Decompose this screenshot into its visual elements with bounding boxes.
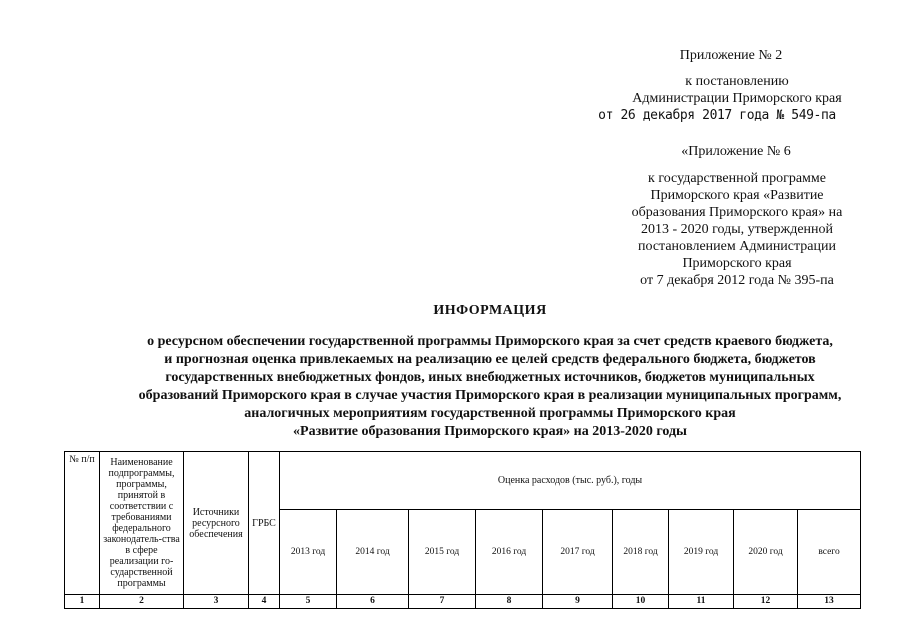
column-number: 2 bbox=[100, 595, 184, 609]
subtitle-line: о ресурсном обеспечении государственной программы Приморского края за счет средств краевого бюджета, bbox=[147, 334, 833, 349]
column-number: 1 bbox=[65, 595, 100, 609]
header-no: № п/п bbox=[65, 452, 100, 595]
subtitle-line: и прогнозная оценка привлекаемых на реализацию ее целей средств федерального бюджета, бюджетов bbox=[164, 352, 816, 367]
header-year: 2017 год bbox=[543, 510, 613, 595]
header-year: 2018 год bbox=[613, 510, 669, 595]
header-estimate: Оценка расходов (тыс. руб.), годы bbox=[280, 452, 861, 510]
appendix-6-block bbox=[612, 143, 862, 289]
document-subtitle bbox=[100, 333, 880, 441]
document-title: ИНФОРМАЦИЯ bbox=[433, 303, 547, 318]
column-number: 12 bbox=[734, 595, 798, 609]
subtitle-line: «Развитие образования Приморского края» на 2013-2020 годы bbox=[293, 424, 687, 439]
header-name: Наименование подпрограммы, программы, принятой в соответствии с требованиями федерального законодатель-ства в сфере реализации го-сударственной программы bbox=[100, 452, 184, 595]
header-year: 2015 год bbox=[409, 510, 476, 595]
subtitle-line: аналогичных мероприятиям государственной программы Приморского края bbox=[244, 406, 736, 421]
appendix-6-line: 2013 - 2020 годы, утвержденной bbox=[640, 222, 834, 237]
appendix-6-line: образования Приморского края» на bbox=[631, 205, 843, 220]
column-number: 13 bbox=[798, 595, 861, 609]
column-number: 4 bbox=[249, 595, 280, 609]
header-year: 2019 год bbox=[669, 510, 734, 595]
column-number: 10 bbox=[613, 595, 669, 609]
header-total: всего bbox=[798, 510, 861, 595]
appendix-2-block bbox=[598, 47, 857, 124]
appendix-6-line: от 7 декабря 2012 года № 395-па bbox=[640, 273, 834, 288]
header-year: 2020 год bbox=[734, 510, 798, 595]
column-number: 3 bbox=[184, 595, 249, 609]
appendix-2-line: Администрации Приморского края bbox=[632, 91, 842, 106]
header-year: 2016 год bbox=[476, 510, 543, 595]
column-number: 5 bbox=[280, 595, 337, 609]
column-number: 7 bbox=[409, 595, 476, 609]
subtitle-line: государственных внебюджетных фондов, иных внебюджетных источников, бюджетов муниципальных bbox=[165, 370, 815, 385]
header-source: Источники ресурсного обеспечения bbox=[184, 452, 249, 595]
appendix-2-title: Приложение № 2 bbox=[679, 48, 783, 63]
column-number: 8 bbox=[476, 595, 543, 609]
resource-table bbox=[64, 451, 861, 609]
column-number: 11 bbox=[669, 595, 734, 609]
appendix-6-line: Приморского края «Развитие bbox=[650, 188, 824, 203]
column-number: 9 bbox=[543, 595, 613, 609]
appendix-2-date-line: от 26 декабря 2017 года № 549-па bbox=[598, 108, 836, 123]
header-grbs: ГРБС bbox=[249, 452, 280, 595]
subtitle-line: образований Приморского края в случае участия Приморского края в реализации муниципальных программ, bbox=[138, 388, 842, 403]
appendix-6-line: постановлением Администрации bbox=[638, 239, 836, 254]
header-year: 2013 год bbox=[280, 510, 337, 595]
column-number: 6 bbox=[337, 595, 409, 609]
appendix-6-line: к государственной программе bbox=[648, 171, 826, 186]
appendix-6-title: «Приложение № 6 bbox=[681, 144, 791, 159]
appendix-6-line: Приморского края bbox=[682, 256, 792, 271]
header-year: 2014 год bbox=[337, 510, 409, 595]
appendix-2-line: к постановлению bbox=[685, 74, 789, 89]
